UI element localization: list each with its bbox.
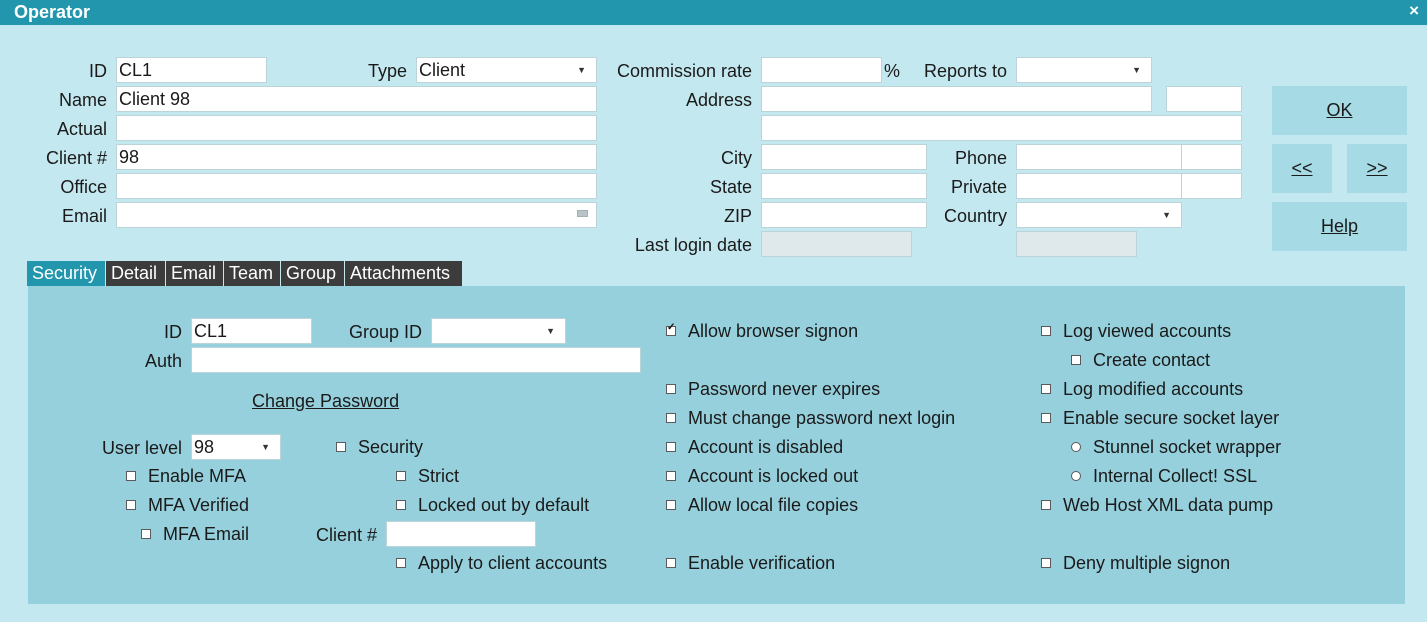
internal-ssl-label: Internal Collect! SSL [1093, 466, 1258, 486]
enable-ssl-checkbox[interactable] [1041, 413, 1051, 423]
security-checkbox[interactable] [336, 442, 346, 452]
account-disabled-label: Account is disabled [688, 437, 844, 457]
mfa-email-label: MFA Email [163, 524, 250, 544]
chevron-down-icon: ▼ [577, 65, 586, 75]
chevron-down-icon: ▼ [261, 442, 270, 452]
user-level-select[interactable] [191, 434, 281, 460]
last-login-date-field [761, 231, 912, 257]
strict-label: Strict [418, 466, 460, 486]
internal-ssl-radio[interactable] [1071, 471, 1081, 481]
tab-security[interactable]: Security [27, 261, 105, 286]
account-locked-label: Account is locked out [688, 466, 859, 486]
email-field[interactable] [116, 202, 597, 228]
auth-field[interactable] [191, 347, 641, 373]
last-login-time-field [1016, 231, 1137, 257]
user-level-label: User level [101, 438, 182, 458]
email-label: Email [61, 206, 107, 226]
type-value: Client [419, 60, 466, 80]
password-never-expires-checkbox[interactable] [666, 384, 676, 394]
create-contact-checkbox[interactable] [1071, 355, 1081, 365]
log-modified-accounts-label: Log modified accounts [1063, 379, 1244, 399]
stunnel-label: Stunnel socket wrapper [1093, 437, 1282, 457]
actual-label: Actual [56, 119, 107, 139]
private-ext-field[interactable] [1181, 173, 1242, 199]
phone-field[interactable] [1016, 144, 1182, 170]
next-button-label: >> [1366, 158, 1388, 178]
user-level-value: 98 [194, 437, 215, 457]
ok-button-label: OK [1326, 100, 1353, 120]
title-bar [0, 0, 1427, 25]
help-button[interactable] [1272, 202, 1407, 251]
auth-label: Auth [144, 351, 182, 371]
type-select[interactable] [416, 57, 597, 83]
web-host-xml-label: Web Host XML data pump [1063, 495, 1274, 515]
enable-verification-label: Enable verification [688, 553, 836, 573]
group-id-select[interactable] [431, 318, 566, 344]
security-id-label: ID [164, 322, 182, 342]
enable-mfa-label: Enable MFA [148, 466, 247, 486]
enable-verification-checkbox[interactable] [666, 558, 676, 568]
office-field[interactable] [116, 173, 597, 199]
must-change-password-checkbox[interactable] [666, 413, 676, 423]
security-checkbox-label: Security [358, 437, 424, 457]
commission-field[interactable] [761, 57, 882, 83]
security-client-label: Client # [315, 525, 377, 545]
type-label: Type [367, 61, 407, 81]
help-button-label: Help [1320, 216, 1359, 236]
log-viewed-accounts-checkbox[interactable] [1041, 326, 1051, 336]
security-id-field[interactable]: CL1 [191, 318, 312, 344]
private-field[interactable] [1016, 173, 1182, 199]
chevron-down-icon: ▼ [1132, 65, 1141, 75]
stunnel-radio[interactable] [1071, 442, 1081, 452]
allow-browser-signon-checkbox[interactable] [666, 326, 676, 336]
next-button[interactable] [1347, 144, 1407, 193]
phone-label: Phone [954, 148, 1007, 168]
address2-field[interactable] [761, 115, 1242, 141]
office-label: Office [60, 177, 107, 197]
client-number-field[interactable]: 98 [116, 144, 597, 170]
allow-local-file-copies-label: Allow local file copies [688, 495, 859, 515]
mfa-verified-label: MFA Verified [148, 495, 250, 515]
password-never-expires-label: Password never expires [688, 379, 881, 399]
security-client-field[interactable] [386, 521, 536, 547]
enable-mfa-checkbox[interactable] [126, 471, 136, 481]
previous-button-label: << [1291, 158, 1313, 178]
strict-checkbox[interactable] [396, 471, 406, 481]
country-select[interactable] [1016, 202, 1182, 228]
percent-label: % [884, 61, 901, 81]
commission-label: Commission rate [616, 61, 752, 81]
chevron-down-icon: ▼ [546, 326, 555, 336]
actual-field[interactable] [116, 115, 597, 141]
envelope-icon[interactable] [577, 210, 588, 217]
chevron-down-icon: ▼ [1162, 210, 1171, 220]
id-field[interactable]: CL1 [116, 57, 267, 83]
window-title: Operator [14, 2, 91, 22]
address-field[interactable] [761, 86, 1152, 112]
previous-button[interactable] [1272, 144, 1332, 193]
create-contact-label: Create contact [1093, 350, 1211, 370]
enable-ssl-label: Enable secure socket layer [1063, 408, 1280, 428]
address-ext-field[interactable] [1166, 86, 1242, 112]
id-label: ID [89, 61, 107, 81]
mfa-verified-checkbox[interactable] [126, 500, 136, 510]
city-label: City [721, 148, 752, 168]
tab-attachments[interactable]: Attachments [345, 261, 462, 286]
mfa-email-checkbox[interactable] [141, 529, 151, 539]
locked-by-default-label: Locked out by default [418, 495, 590, 515]
web-host-xml-checkbox[interactable] [1041, 500, 1051, 510]
name-field[interactable]: Client 98 [116, 86, 597, 112]
state-label: State [709, 177, 752, 197]
locked-by-default-checkbox[interactable] [396, 500, 406, 510]
account-disabled-checkbox[interactable] [666, 442, 676, 452]
log-viewed-accounts-label: Log viewed accounts [1063, 321, 1232, 341]
deny-multiple-signon-checkbox[interactable] [1041, 558, 1051, 568]
apply-client-checkbox[interactable] [396, 558, 406, 568]
group-id-label: Group ID [348, 322, 422, 342]
tab-group[interactable]: Group [281, 261, 344, 286]
state-field[interactable] [761, 173, 927, 199]
private-label: Private [950, 177, 1007, 197]
tab-email[interactable]: Email [166, 261, 223, 286]
name-label: Name [58, 90, 107, 110]
must-change-password-label: Must change password next login [688, 408, 956, 428]
apply-client-label: Apply to client accounts [418, 553, 608, 573]
zip-label: ZIP [723, 206, 752, 226]
zip-field[interactable] [761, 202, 927, 228]
account-locked-checkbox[interactable] [666, 471, 676, 481]
allow-local-file-copies-checkbox[interactable] [666, 500, 676, 510]
city-field[interactable] [761, 144, 927, 170]
country-label: Country [943, 206, 1007, 226]
address-label: Address [685, 90, 752, 110]
client-number-label: Client # [45, 148, 107, 168]
phone-ext-field[interactable] [1181, 144, 1242, 170]
tab-detail[interactable]: Detail [106, 261, 165, 286]
allow-browser-signon-label: Allow browser signon [688, 321, 859, 341]
deny-multiple-signon-label: Deny multiple signon [1063, 553, 1231, 573]
last-login-label: Last login date [634, 235, 752, 255]
tab-team[interactable]: Team [224, 261, 280, 286]
ok-button[interactable] [1272, 86, 1407, 135]
reports-label: Reports to [923, 61, 1007, 81]
close-icon[interactable]: × [1409, 1, 1419, 20]
reports-select[interactable] [1016, 57, 1152, 83]
log-modified-accounts-checkbox[interactable] [1041, 384, 1051, 394]
change-password-link[interactable]: Change Password [252, 391, 400, 411]
